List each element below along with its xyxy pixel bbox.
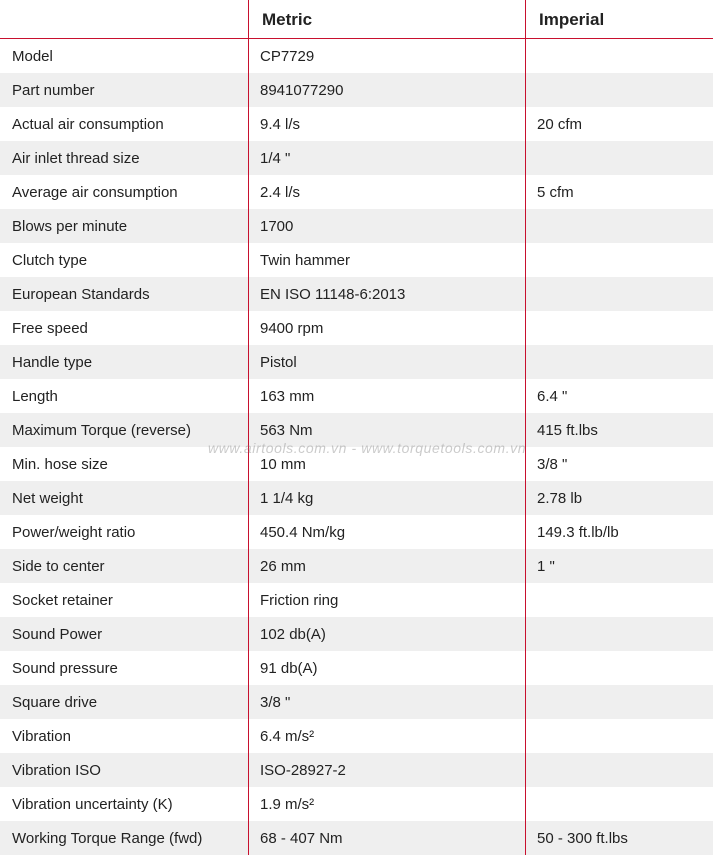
table-row [0,685,713,719]
imperial-value [525,719,713,753]
spec-label: Socket retainer [12,591,113,609]
spec-label: European Standards [12,285,150,303]
table-row [0,209,713,243]
spec-label: Vibration [12,727,71,745]
table-header [0,0,713,39]
table-row [0,413,713,447]
table-row [0,345,713,379]
table-row [0,39,713,73]
metric-value: 1 1/4 kg [248,481,525,515]
imperial-value: 50 - 300 ft.lbs [525,821,713,855]
imperial-value [525,243,713,277]
imperial-value [525,753,713,787]
table-row [0,141,713,175]
imperial-value [525,617,713,651]
imperial-value: 3/8 " [525,447,713,481]
imperial-value [525,277,713,311]
metric-value: 6.4 m/s² [248,719,525,753]
spec-label: Part number [12,81,95,99]
spec-label: Length [12,387,58,405]
table-row [0,447,713,481]
spec-label: Side to center [12,557,105,575]
metric-value: CP7729 [248,39,525,73]
spec-label: Handle type [12,353,93,371]
spec-label: Vibration uncertainty (K) [12,795,173,813]
table-row [0,753,713,787]
table-row [0,311,713,345]
table-row [0,243,713,277]
table-body [0,39,713,855]
imperial-value [525,141,713,175]
metric-value: 10 mm [248,447,525,481]
metric-value: 8941077290 [248,73,525,107]
metric-value: 91 db(A) [248,651,525,685]
metric-value: Friction ring [248,583,525,617]
table-row [0,175,713,209]
imperial-value: 2.78 lb [525,481,713,515]
imperial-value [525,73,713,107]
imperial-value [525,651,713,685]
imperial-value: 415 ft.lbs [525,413,713,447]
header-imperial: Imperial [525,0,713,38]
spec-label: Clutch type [12,251,88,269]
spec-label: Sound Power [12,625,103,643]
table-row [0,549,713,583]
metric-value: 102 db(A) [248,617,525,651]
metric-value: 26 mm [248,549,525,583]
spec-label: Net weight [12,489,83,507]
table-row [0,73,713,107]
spec-label: Sound pressure [12,659,118,677]
table-row [0,787,713,821]
table-row [0,515,713,549]
spec-label: Actual air consumption [12,115,164,133]
table-row [0,379,713,413]
imperial-value: 5 cfm [525,175,713,209]
imperial-value: 149.3 ft.lb/lb [525,515,713,549]
header-label-cell [0,0,248,38]
spec-label: Min. hose size [12,455,108,473]
metric-value: 1700 [248,209,525,243]
table-row [0,481,713,515]
spec-label: Air inlet thread size [12,149,140,167]
spec-label: Blows per minute [12,217,128,235]
imperial-value: 20 cfm [525,107,713,141]
watermark: www.airtools.com.vn - www.torquetools.com.vn [208,440,527,456]
metric-value: 1.9 m/s² [248,787,525,821]
metric-value: 3/8 " [248,685,525,719]
imperial-value [525,311,713,345]
spec-label: Working Torque Range (fwd) [12,829,203,847]
metric-value: 68 - 407 Nm [248,821,525,855]
metric-value: 9400 rpm [248,311,525,345]
metric-value: EN ISO 11148-6:2013 [248,277,525,311]
metric-value: 563 Nm [248,413,525,447]
table-row [0,107,713,141]
imperial-value [525,39,713,73]
spec-label: Square drive [12,693,98,711]
imperial-value [525,583,713,617]
imperial-value [525,787,713,821]
imperial-value [525,209,713,243]
metric-value: ISO-28927-2 [248,753,525,787]
table-row [0,277,713,311]
table-row [0,583,713,617]
table-row [0,617,713,651]
spec-label: Average air consumption [12,183,178,201]
spec-label: Vibration ISO [12,761,101,779]
metric-value: Twin hammer [248,243,525,277]
imperial-value [525,345,713,379]
metric-value: 163 mm [248,379,525,413]
table-row [0,821,713,855]
spec-label: Power/weight ratio [12,523,136,541]
imperial-value [525,685,713,719]
spec-label: Free speed [12,319,88,337]
spec-label: Model [12,47,53,65]
metric-value: 1/4 " [248,141,525,175]
metric-value: Pistol [248,345,525,379]
imperial-value: 6.4 " [525,379,713,413]
metric-value: 450.4 Nm/kg [248,515,525,549]
header-metric: Metric [248,0,525,38]
spec-label: Maximum Torque (reverse) [12,421,191,439]
imperial-value: 1 " [525,549,713,583]
metric-value: 2.4 l/s [248,175,525,209]
table-row [0,719,713,753]
metric-value: 9.4 l/s [248,107,525,141]
table-row [0,651,713,685]
